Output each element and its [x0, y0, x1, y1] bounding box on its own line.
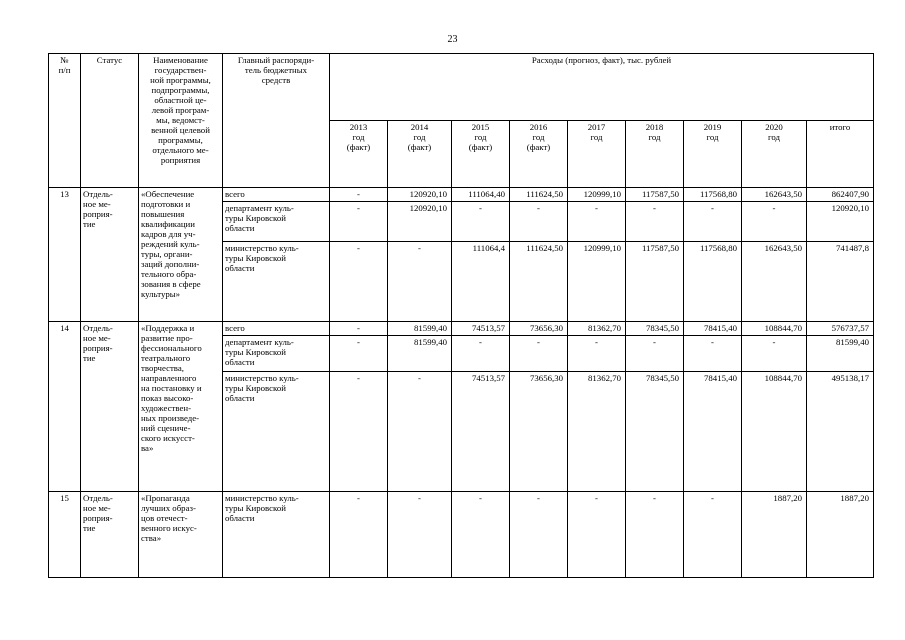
total-cell: 862407,90 — [807, 188, 874, 202]
value-cell: - — [330, 336, 388, 372]
value-cell: 73656,30 — [510, 322, 568, 336]
value-cell: - — [330, 202, 388, 242]
header-expenses: Расходы (прогноз, факт), тыс. рублей — [330, 54, 874, 121]
value-cell: 117587,50 — [626, 242, 684, 322]
value-cell: - — [330, 242, 388, 322]
value-cell: - — [452, 202, 510, 242]
value-cell: 74513,57 — [452, 372, 510, 492]
year-header: 2018 год — [626, 121, 684, 188]
year-header: 2017 год — [568, 121, 626, 188]
total-cell: 495138,17 — [807, 372, 874, 492]
table-row — [49, 322, 874, 336]
value-cell: 78415,40 — [684, 322, 742, 336]
value-cell: 120999,10 — [568, 242, 626, 322]
table-row — [49, 188, 874, 202]
total-header: итого — [807, 121, 874, 188]
value-cell: - — [742, 336, 807, 372]
row-status: Отдель- ное ме- роприя- тие — [81, 322, 139, 492]
value-cell: - — [388, 492, 452, 578]
year-header: 2013 год (факт) — [330, 121, 388, 188]
row-number: 15 — [49, 492, 81, 578]
value-cell: - — [510, 202, 568, 242]
row-manager: всего — [223, 188, 330, 202]
header-manager: Главный распоряди- тель бюджетных средств — [223, 54, 330, 188]
value-cell: 111064,4 — [452, 242, 510, 322]
value-cell: - — [684, 492, 742, 578]
value-cell: - — [568, 492, 626, 578]
year-header: 2020 год — [742, 121, 807, 188]
row-manager: министерство куль- туры Кировской области — [223, 372, 330, 492]
total-cell: 81599,40 — [807, 336, 874, 372]
row-number: 13 — [49, 188, 81, 322]
value-cell: - — [330, 188, 388, 202]
value-cell: - — [330, 492, 388, 578]
total-cell: 1887,20 — [807, 492, 874, 578]
year-header: 2019 год — [684, 121, 742, 188]
value-cell: 78415,40 — [684, 372, 742, 492]
year-header: 2014 год (факт) — [388, 121, 452, 188]
header-name: Наименование государствен- ной программы, подпрограммы, областной це- левой програм- мы, ведомст- венной целевой программы, отдельного ме- роприятия — [139, 54, 223, 188]
value-cell: 111624,50 — [510, 188, 568, 202]
value-cell: 81599,40 — [388, 322, 452, 336]
row-status: Отдель- ное ме- роприя- тие — [81, 188, 139, 322]
value-cell: - — [388, 372, 452, 492]
total-cell: 741487,8 — [807, 242, 874, 322]
row-name: «Пропаганда лучших образ- цов отечест- венного искус- ства» — [139, 492, 223, 578]
value-cell: 108844,70 — [742, 322, 807, 336]
total-cell: 120920,10 — [807, 202, 874, 242]
value-cell: - — [684, 202, 742, 242]
total-cell: 576737,57 — [807, 322, 874, 336]
value-cell: - — [684, 336, 742, 372]
value-cell: 81362,70 — [568, 322, 626, 336]
value-cell: 78345,50 — [626, 372, 684, 492]
value-cell: 111624,50 — [510, 242, 568, 322]
row-manager: министерство куль- туры Кировской области — [223, 242, 330, 322]
row-manager: министерство куль- туры Кировской области — [223, 492, 330, 578]
value-cell: - — [510, 492, 568, 578]
row-name: «Обеспечение подготовки и повышения квалификации кадров для уч- реждений куль- туры, органи- заций дополни- тельного обра- зования в сфере культуры» — [139, 188, 223, 322]
value-cell: - — [568, 202, 626, 242]
value-cell: 162643,50 — [742, 242, 807, 322]
value-cell: - — [568, 336, 626, 372]
value-cell: 120920,10 — [388, 188, 452, 202]
year-header: 2016 год (факт) — [510, 121, 568, 188]
value-cell: 81362,70 — [568, 372, 626, 492]
value-cell: 120999,10 — [568, 188, 626, 202]
value-cell: 111064,40 — [452, 188, 510, 202]
row-manager: департамент куль- туры Кировской области — [223, 336, 330, 372]
value-cell: 162643,50 — [742, 188, 807, 202]
value-cell: 117568,80 — [684, 188, 742, 202]
row-name: «Поддержка и развитие про- фессионального театрального творчества, направленного на постановку и показ высоко- художествен- ных произведе- ний сцениче- ского искусст- ва» — [139, 322, 223, 492]
value-cell: - — [626, 202, 684, 242]
value-cell: 120920,10 — [388, 202, 452, 242]
value-cell: 78345,50 — [626, 322, 684, 336]
page-number: 23 — [447, 34, 458, 45]
row-manager: департамент куль- туры Кировской области — [223, 202, 330, 242]
value-cell: - — [742, 202, 807, 242]
value-cell: 108844,70 — [742, 372, 807, 492]
budget-table — [48, 53, 874, 578]
row-status: Отдель- ное ме- роприя- тие — [81, 492, 139, 578]
value-cell: 81599,40 — [388, 336, 452, 372]
value-cell: 1887,20 — [742, 492, 807, 578]
table-row — [49, 492, 874, 578]
value-cell: 117587,50 — [626, 188, 684, 202]
value-cell: - — [510, 336, 568, 372]
value-cell: 73656,30 — [510, 372, 568, 492]
header-num: № п/п — [49, 54, 81, 188]
row-manager: всего — [223, 322, 330, 336]
value-cell: 117568,80 — [684, 242, 742, 322]
header-status: Статус — [81, 54, 139, 188]
value-cell: - — [330, 322, 388, 336]
value-cell: - — [626, 492, 684, 578]
header-row-1 — [49, 54, 874, 121]
value-cell: 74513,57 — [452, 322, 510, 336]
year-header: 2015 год (факт) — [452, 121, 510, 188]
value-cell: - — [452, 336, 510, 372]
value-cell: - — [452, 492, 510, 578]
value-cell: - — [626, 336, 684, 372]
value-cell: - — [330, 372, 388, 492]
row-number: 14 — [49, 322, 81, 492]
value-cell: - — [388, 242, 452, 322]
